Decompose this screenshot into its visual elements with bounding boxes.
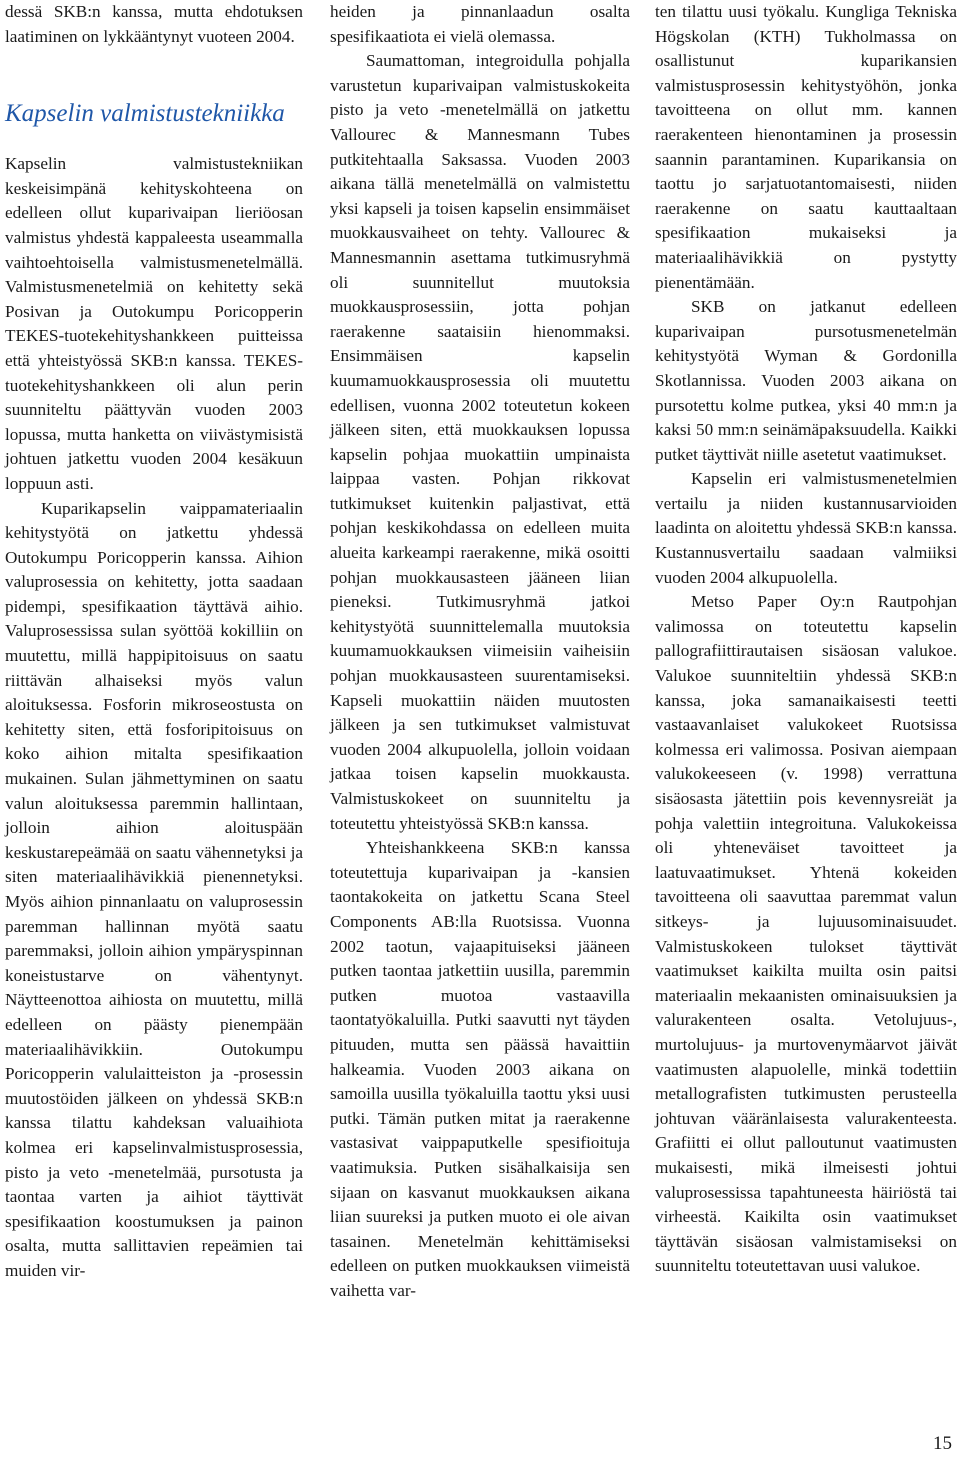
page-number: 15 — [933, 1433, 952, 1454]
paragraph: Kapselin valmistustekniikan keskeisimpänä kehityskohteena on edelleen ollut kuparivaipan lieriöosan valmistus yhdestä kappaleesta useammalla vaihtoehtoisella valmistusmenetelmällä. Valmistusmenetelmiä on kehitetty sekä Posivan ja Outokumpu Poricopperin TEKES-tuotekehityshankkeen puitteissa että yhteistyössä SKB:n kanssa. TEKES-tuotekehityshankkeen oli alun perin suunniteltu päättyvän vuoden 2003 lopussa, mutta hanketta on viivästymisistä johtuen jatkettu vuoden 2004 kesäkuun loppuun asti. — [5, 154, 303, 493]
paragraph: heiden ja pinnanlaadun osalta spesifikaatiota ei vielä olemassa. — [330, 2, 630, 46]
paragraph: Yhteishankkeena SKB:n kanssa toteutettuja kuparivaipan ja -kansien taontakokeita on jatkettu Scana Steel Components AB:lla Ruotsissa. Vuonna 2002 taotun, vajaapituiseksi jääneen putken taontaa jatkettiin uusilla, paremmin putken muotoa vastaavilla taontatyökaluilla. Putki saavutti nyt täyden pituuden, mutta sen päässä havaittiin halkeamia. Vuoden 2003 aikana on samoilla uusilla työkaluilla taottu yksi uusi putki. Tämän putken mitat ja raerakenne vastasivat vaippaputkelle spesifioituja vaatimuksia. Putken sisähalkaisija sen sijaan on kasvanut muokkauksen aikana liian suureksi ja putken muoto ei ole aivan tasainen. Menetelmän kehittämiseksi edelleen on putken muokkauksen viimeistä vaihetta var- — [330, 838, 630, 1300]
text-column-2 — [330, 0, 630, 1303]
paragraph: Kapselin eri valmistusmenetelmien vertailu ja niiden kustannusarvioiden laadinta on aloitettu yhdessä SKB:n kanssa. Kustannusvertailu saadaan valmiiksi vuoden 2004 alkupuolella. — [655, 469, 957, 587]
paragraph: dessä SKB:n kanssa, mutta ehdotuksen laatiminen on lykkääntynyt vuoteen 2004. — [5, 2, 303, 46]
paragraph: SKB on jatkanut edelleen kuparivaipan pursotusmenetelmän kehitystyötä Wyman & Gordonilla Skotlannissa. Vuoden 2003 aikana on pursotettu kolme putkea, yksi 40 mm:n ja kaksi 50 mm:n seinämäpaksuudella. Kaikki putket täyttivät niille asetetut vaatimukset. — [655, 297, 957, 464]
paragraph: ten tilattu uusi työkalu. Kungliga Tekniska Högskolan (KTH) Tukholmassa on osallistunut kuparikansien valmistusprosessin kehitystyöhön, jonka tavoitteena on ollut mm. kannen raerakenteen hienontaminen ja prosessin saannin parantaminen. Kuparikansia on taottu jo sarjatuotantomaisesti, niiden raerakenne on saatu kauttaaltaan spesifikaation mukaiseksi ja materiaalihävikkiä on pystytty pienentämään. — [655, 2, 957, 292]
section-heading: Kapselin valmistustekniikka — [5, 100, 285, 128]
text-column-3 — [655, 0, 957, 1279]
paragraph: Kuparikapselin vaippamateriaalin kehitystyötä on jatkettu yhdessä Outokumpu Poricopperin kanssa. Aihion valuprosessia on kehitetty, jotta saadaan pidempi, spesifikaation täyttävä aihio. Valuprosessissa sulan syöttöä kokilliin on muutettu, millä happipitoisuus on saatu riittävän alhaiseksi myös valun aloituksessa. Fosforin mikroseostusta on kehitetty siten, että fosforipitoisuus on koko aihion mitalta spesifikaation mukainen. Sulan jähmettyminen on saatu valun aloituksessa paremmin hallintaan, jolloin aihion aloituspään keskustarepeämää on saatu vähennetyksi ja siten materiaalihävikkiä pienennetyksi. Myös aihion pinnanlaatu on valuprosessin paremman hallinnan myötä saatu paremmaksi, jolloin aihion ympäryspinnan koneistustarve on vähentynyt. Näytteenottoa aihiosta on muutettu, millä edelleen on päästy pienempään materiaalihävikkiin. Outokumpu Poricopperin valulaitteiston ja -prosessin muutostöiden jälkeen on yhdessä SKB:n kanssa tilattu kahdeksan valuaihiota kolmea eri kapselinvalmistusprosessia, pisto ja veto -menetelmää, pursotusta ja taontaa varten ja aihiot täyttivät spesifikaation koostumuksen ja painon osalta, mutta sallittavien repeämien tai muiden vir- — [5, 498, 303, 1280]
paragraph: Metso Paper Oy:n Rautpohjan valimossa on toteutettu kapselin pallografiittirautaisen sisäosan valukoe. Valukoe suunniteltiin yhdessä SKB:n kanssa, joka samanaikaisesti teetti vastaavanlaiset valukokeet Ruotsissa kolmessa eri valimossa. Posivan aiempaan valukokeeseen (v. 1998) verrattuna sisäosasta jätettiin pois kevennysreiät ja pohja valettiin integroituna. Valukokeissa oli yhteneväiset tavoitteet ja laatuvaatimukset. Yhtenä kokeiden tavoitteena oli saavuttaa paremmat valun sitkeys- ja lujuusominaisuudet. Valmistuskokeen tulokset täyttivät vaatimukset kaikilta muilta osin paitsi materiaalin mekaanisten ominaisuuksien ja valurakenteen osalta. Vetolujuus-, murtolujuus- ja murtovenymäarvot jäivät vaatimusten alapuolelle, minkä todettiin metallografisten tutkimusten perusteella johtuvan vääränlaisesta valurakenteesta. Grafiitti ei ollut palloutunut vaatimusten mukaisesti, mikä ilmeisesti johtui valuprosessissa tapahtuneesta häiriöstä tai virheestä. Kaikilta osin vaatimukset täyttävän sisäosan valmistamiseksi on suunniteltu toteutettavan uusi valukoe. — [655, 592, 957, 1276]
paragraph: Saumattoman, integroidulla pohjalla varustetun kuparivaipan valmistuskokeita pisto ja veto -menetelmällä on jatkettu Vallourec & Mannesmann Tubes putkitehtaalla Saksassa. Vuoden 2003 aikana tällä menetelmällä on valmistettu yksi kapseli ja toisen kapselin ensimmäiset muokkausvaiheet on tehty. Vallourec & Mannesmannin asettama tutkimusryhmä oli suunnitellut muutoksia muokkausprosessiin, jotta pohjan raerakenne saataisiin hienommaksi. Ensimmäisen kapselin kuumamuokkausprosessia oli muutettu edellisen, vuonna 2002 toteutetun kokeen jälkeen siten, että muokkauksen lopussa kapselin pohjaa muokattiin umpinaista laippaa vasten. Pohjan rikkovat tutkimukset kuitenkin paljastivat, että pohjan keskikohdassa on edelleen muita alueita karkeampi raerakenne, mikä osoitti pohjan muokkausasteen jääneen liian pieneksi. Tutkimusryhmä jatkoi kehitystyötä suunnittelemalla muutoksia kuumamuokkauksen viimeisiin vaiheisiin pohjan muokkausasteen suurentamiseksi. Kapseli muokattiin näiden muutosten jälkeen ja sen tutkimukset valmistuvat vuoden 2004 alkupuolella, jolloin voidaan jatkaa toisen kapselin muokkausta. Valmistuskokeet on suunniteltu ja toteutettu yhteistyössä SKB:n kanssa. — [330, 51, 630, 833]
text-column-1 — [5, 0, 303, 1284]
